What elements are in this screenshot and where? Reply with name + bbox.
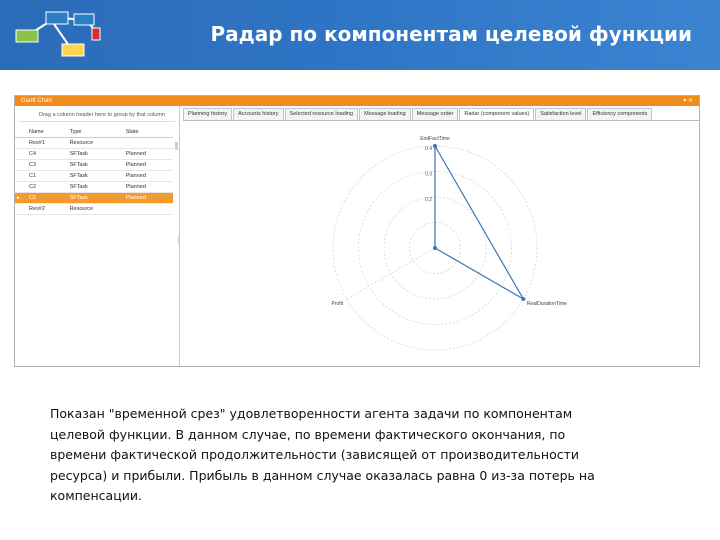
radar-ring-label: 0.4 [425,146,432,152]
table-row[interactable] [15,149,173,160]
table-cell-type: SFTask [68,160,124,171]
app-window-title: Gantt Chart [21,98,53,104]
slide-title: Радар по компонентам целевой функции [210,22,692,46]
radar-point [433,144,437,148]
table-row[interactable] [15,138,173,149]
radar-ring-label: 0.2 [425,197,432,203]
table-cell-type: Resource [68,138,124,149]
radar-axis-label: RealDurationTime [526,301,567,307]
table-cell-marker [15,182,27,193]
app-window [14,95,700,367]
table-cell-type: SFTask [68,193,124,204]
table-cell-marker [15,160,27,171]
panel-splitter-handle[interactable] [178,236,180,244]
table-cell-state: Planned [124,149,173,160]
slide-caption: Показан "временной срез" удовлетворенности агента задачи по компонентам целевой функции. В данном случае, по времени фактического окончания, по времени фактической продолжительности (зависящей от производительности ресурса) и прибыли. Прибыль в данном случае оказалась равна 0 из-за потерь на компенсации. [50,406,595,503]
table-row[interactable] [15,193,173,204]
radar-series-line [435,146,523,299]
radar-axis-label: Profit [331,301,344,307]
task-grid [15,126,173,215]
table-cell-state [124,138,173,149]
table-cell-marker [15,204,27,215]
table-cell-marker: ▸ [15,193,27,204]
table-cell-name: C5 [27,193,68,204]
table-cell-type: SFTask [68,149,124,160]
table-cell-marker [15,149,27,160]
group-by-hint[interactable]: Drag a column header here to group by that column [19,109,175,122]
radar-axis [347,248,435,299]
grid-header-state[interactable]: State [124,126,173,138]
logo-icon [10,4,106,64]
tab-accounts-history[interactable]: Accounts history [233,108,283,120]
slide-header [0,0,720,70]
table-cell-name: Res#1 [27,138,68,149]
tab-message-loading[interactable]: Message loading [359,108,411,120]
table-cell-type: SFTask [68,182,124,193]
tab-radar-component-values[interactable]: Radar (component values) [459,108,534,120]
table-cell-name: Res#2 [27,204,68,215]
table-row[interactable] [15,171,173,182]
tab-efficiency-components[interactable]: Efficiency components [587,108,652,120]
window-controls[interactable]: ▾ ✕ [683,98,693,104]
chart-tabs [183,108,699,121]
grid-header-name[interactable]: Name [27,126,68,138]
app-titlebar [15,96,699,106]
table-row[interactable] [15,204,173,215]
table-cell-type: SFTask [68,171,124,182]
grid-scroll-thumb[interactable] [175,142,178,150]
radar-ring-label: 0.3 [425,171,432,178]
table-cell-state: Planned [124,160,173,171]
table-cell-name: C3 [27,160,68,171]
table-cell-name: C2 [27,182,68,193]
radar-axis-label: EndFactTime [420,136,450,142]
table-cell-marker [15,171,27,182]
radar-chart [315,124,567,362]
table-row[interactable] [15,160,173,171]
table-cell-name: C1 [27,171,68,182]
tab-planning-history[interactable]: Planning history [183,108,232,120]
radar-point [433,246,437,250]
tab-satisfaction-level[interactable]: Satisfaction level [535,108,586,120]
table-cell-state: Planned [124,171,173,182]
table-cell-state: Planned [124,193,173,204]
grid-header-type[interactable]: Type [68,126,124,138]
tab-message-order[interactable]: Message order [412,108,459,120]
radar-point [521,297,525,301]
table-row[interactable] [15,182,173,193]
table-cell-marker [15,138,27,149]
task-grid-panel [15,106,180,366]
table-cell-name: C4 [27,149,68,160]
grid-header-marker [15,126,27,138]
table-cell-state: Planned [124,182,173,193]
tab-selected-resource-loading[interactable]: Selected resource loading [285,108,359,120]
table-cell-state [124,204,173,215]
table-cell-type: Resource [68,204,124,215]
